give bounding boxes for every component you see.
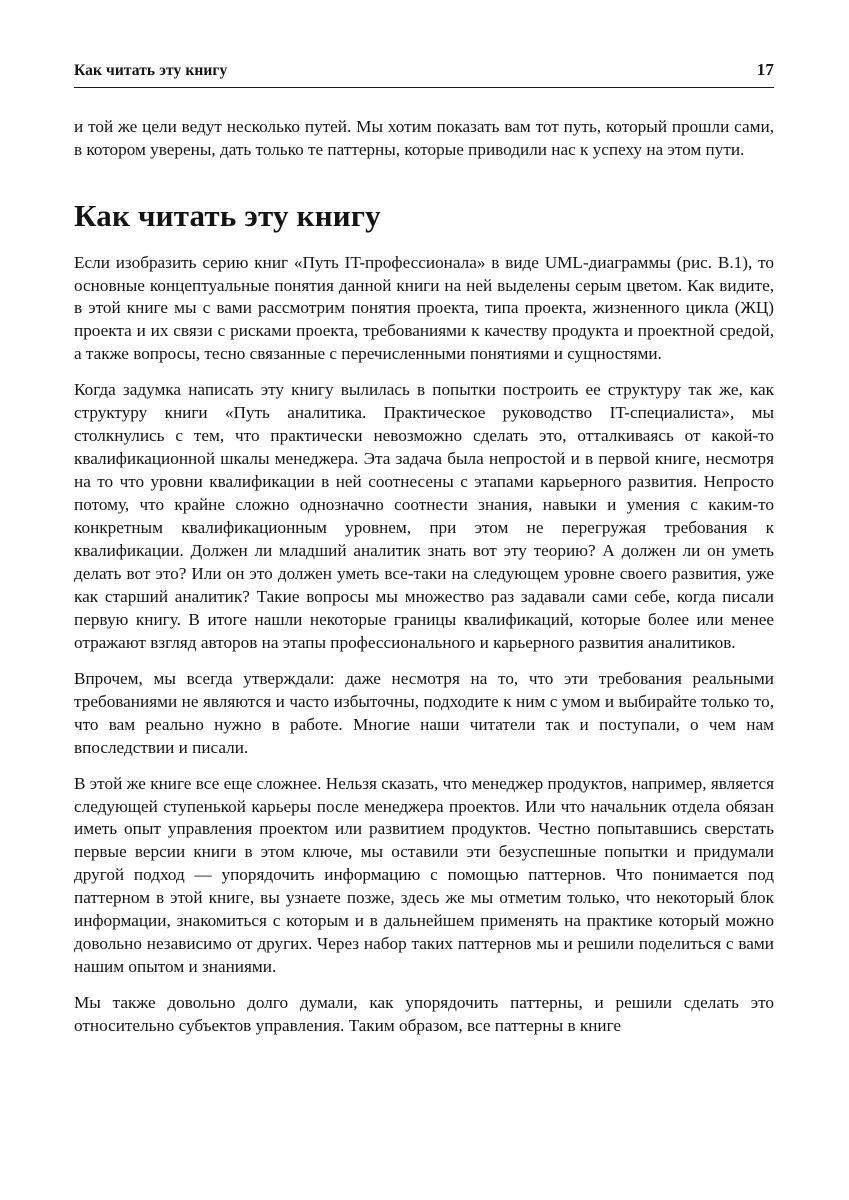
paragraph: Когда задумка написать эту книгу вылилась в попытки построить ее структуру так же, как структуру книги «Путь аналитика. Практическое руководство IT-специалиста», мы столкнулись с тем, что практически невозможно сделать это, отталкиваясь от какой-то квалификационной шкалы менеджера. Эта задача была непростой и в первой книге, несмотря на то что уровни квалификации в ней соотнесены с этапами карьерного развития. Непросто потому, что крайне сложно однозначно соотнести знания, навыки и умения с каким-то конкретным квалификационным уровнем, при этом не перегружая требования к квалификации. Должен ли младший аналитик знать вот эту теорию? А должен ли он уметь делать вот это? Или он это должен уметь все-таки на следующем уровне своего развития, уже как старший аналитик? Такие вопросы мы множество раз задавали сами себе, когда писали первую книгу. В итоге нашли некоторые границы квалификаций, которые более или менее отражают взгляд авторов на этапы профессионального и карьерного развития аналитиков. <box>74 380 774 652</box>
section-heading: Как читать эту книгу <box>74 197 381 233</box>
paragraph-continuation: и той же цели ведут несколько путей. Мы хотим показать вам тот путь, который прошли сами, в котором уверены, дать только те паттерны, которые приводили нас к успеху на этом пути. <box>74 117 774 159</box>
running-head-title: Как читать эту книгу <box>74 62 228 79</box>
paragraph: Впрочем, мы всегда утверждали: даже несмотря на то, что эти требования реальными требованиями не являются и часто избыточны, подходите к ним с умом и выбирайте только то, что вам реально нужно в работе. Многие наши читатели так и поступали, о чем нам впоследствии и писали. <box>74 668 774 757</box>
page-content <box>74 60 774 1051</box>
page-number: 17 <box>756 60 774 79</box>
running-head <box>74 60 774 88</box>
paragraph: Мы также довольно долго думали, как упорядочить паттерны, и решили сделать это относительно субъектов управления. Таким образом, все паттерны в книге <box>74 993 774 1036</box>
paragraph: Если изобразить серию книг «Путь IT-профессионала» в виде UML-диаграммы (рис. В.1), то основные концептуальные понятия данной книги на ней выделены серым цветом. Как видите, в этой книге мы с вами рассмотрим понятия проекта, типа проекта, жизненного цикла (ЖЦ) проекта и их связи с рисками проекта, требованиями к качеству продукта и проектной средой, а также вопросы, тесно связанные с перечисленными понятиями и сущностями. <box>74 252 774 364</box>
paragraph: В этой же книге все еще сложнее. Нельзя сказать, что менеджер продуктов, например, является следующей ступенькой карьеры после менеджера проектов. Или что начальник отдела обязан иметь опыт управления проектом или развитием продуктов. Честно попытавшись сверстать первые версии книги в этом ключе, мы оставили эти безуспешные попытки и придумали другой подход — упорядочить информацию с помощью паттернов. Что понимается под паттерном в этой книге, вы узнаете позже, здесь же мы отметим только, что некоторый блок информации, знакомиться с которым и в дальнейшем применять на практике который можно довольно независимо от других. Через набор таких паттернов мы и решили поделиться с вами нашим опытом и знаниями. <box>74 773 774 977</box>
